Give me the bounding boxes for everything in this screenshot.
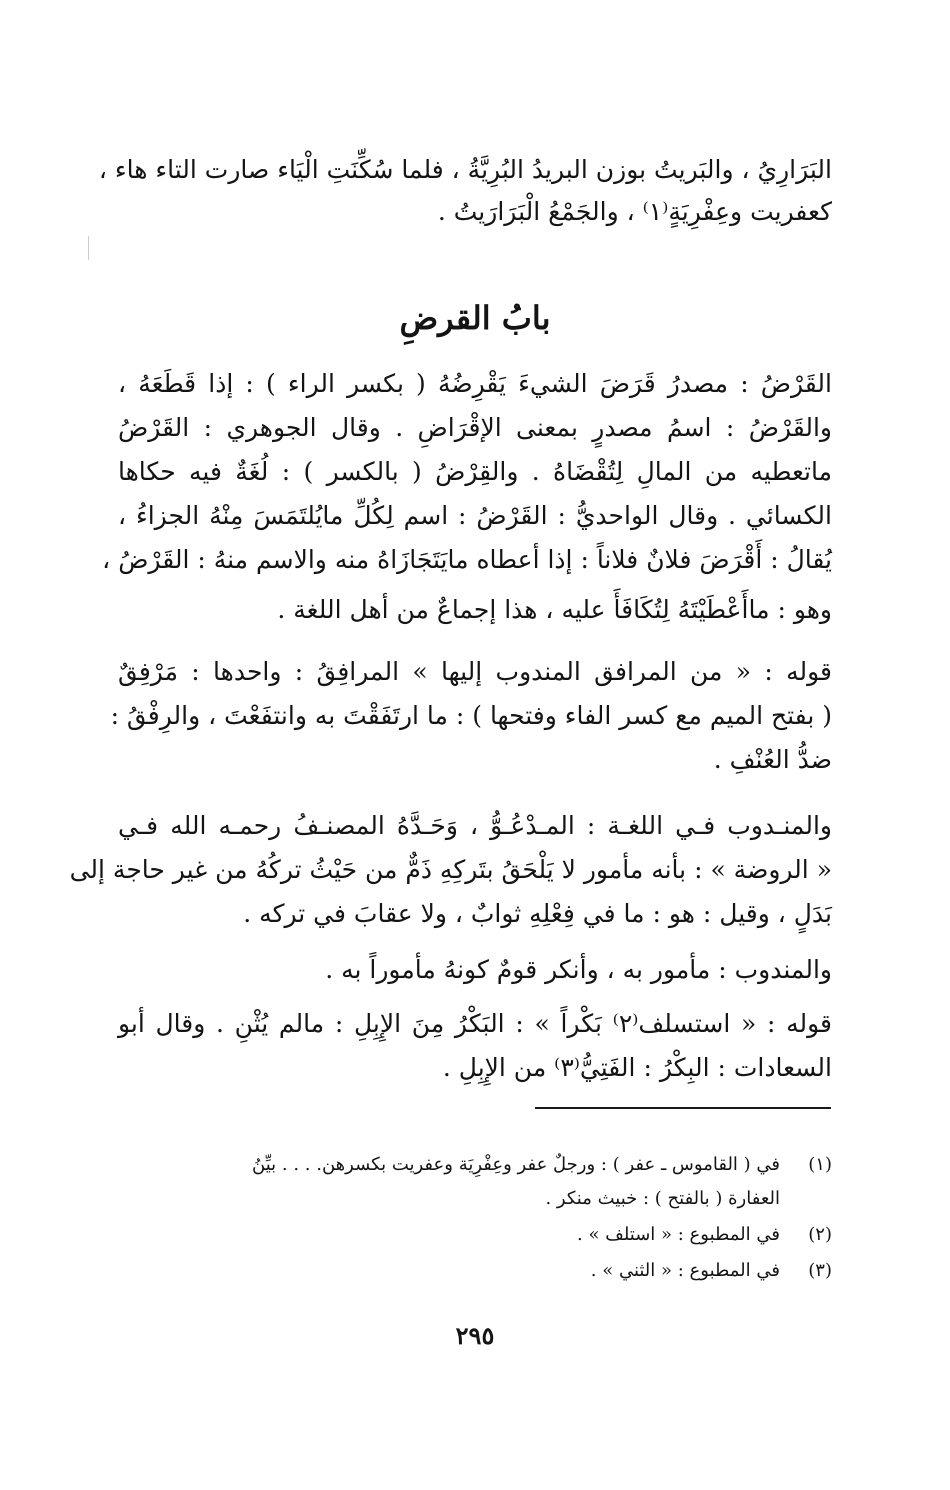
body-line: الكسائي . وقال الواحديُّ : القَرْضُ : اسم لِكُلِّ مايُلتَمَسَ مِنْهُ الجزاءُ ، xyxy=(118,501,832,530)
footnote-number: (٣) xyxy=(808,1260,832,1281)
page-number: ٢٩٥ xyxy=(455,1321,495,1350)
footnote-text: في المطبوع : « استلف » . xyxy=(577,1224,780,1245)
body-line: السعادات : البِكْرُ : الفَتِيُّ⁽٣⁾ من الإِبِلِ . xyxy=(442,1053,832,1082)
body-line: قوله : « استسلف⁽٢⁾ بَكْراً » : البَكْرُ مِنَ الإِبِلِ : مالم يُثْنِ . وقال أبو xyxy=(118,1009,832,1038)
body-line: « الروضة » : بأنه مأمور لا يَلْحَقُ بتَركِهِ ذَمٌّ من حَيْثُ تركُهُ من غير حاجة إلى xyxy=(69,855,832,884)
footnote-text: في ( القاموس ـ عفر ) : ورجلٌ عفر وعِفْرِيَة وعفريت بكسرهن. . . . بيِّنُ xyxy=(252,1154,780,1175)
body-line: ماتعطيه من المالِ لِتُقْضَاهُ . والقِرْضُ ( بالكسر ) : لُغَةٌ فيه حكاها xyxy=(118,457,832,486)
body-line: والمنـدوب فـي اللغـة : المـدْعُـوُّ ، وَحَـدَّهُ المصنـفُ رحمـه الله فـي xyxy=(118,811,832,840)
footnote-number: (١) xyxy=(808,1154,832,1175)
body-line: والمندوب : مأمور به ، وأنكر قومٌ كونهُ مأموراً به . xyxy=(325,955,832,984)
body-line: والقَرْضُ : اسمُ مصدرٍ بمعنى الإقْرَاضِ . وقال الجوهري : القَرْضُ xyxy=(118,413,832,442)
footnote xyxy=(118,1150,832,1180)
footnote-text: في المطبوع : « الثني » . xyxy=(590,1260,780,1281)
footnote-number: (٢) xyxy=(808,1224,832,1245)
body-line: يُقالُ : أَقْرَضَ فلانٌ فلاناً : إذا أعطاه مايَتَجَازَاهُ منه والاسم منهُ : القَرْضُ ، xyxy=(102,545,832,574)
section-title: بابُ القرضِ xyxy=(399,299,551,337)
footnote xyxy=(118,1220,832,1250)
intro-line: كعفريت وعِفْرِيَةٍ⁽١⁾ ، والجَمْعُ الْبَرَارَيتُ . xyxy=(437,197,832,226)
body-line: ( بفتح الميم مع كسر الفاء وفتحها ) : ما ارتَفَقْتَ به وانتفَعْتَ ، والرِفْقُ : xyxy=(110,701,832,730)
body-line: ضدُّ العُنْفِ . xyxy=(713,745,832,774)
footnote xyxy=(118,1256,832,1286)
body-line: القَرْضُ : مصدرُ قَرَضَ الشيءَ يَقْرِضُهُ ( بكسر الراء ) : إذا قَطَعَهُ ، xyxy=(118,369,832,398)
body-line: قوله : « من المرافق المندوب إليها » المرافِقُ : واحدها : مَرْفِقٌ xyxy=(118,657,832,686)
body-line: وهو : ماأَعْطَيْتَهُ لِتُكَافَأَ عليه ، هذا إجماعٌ من أهل اللغة . xyxy=(277,595,832,624)
footnote-continuation: العفارة ( بالفتح ) : خبيث منكر . xyxy=(545,1188,780,1209)
intro-line: البَرَارِيُ ، والبَريتُ بوزن البريدُ البُرِيَّةُ ، فلما سُكِّنَتِ الْيَاء صارت التاء هاء ، xyxy=(98,155,832,184)
body-line: بَدَلٍ ، وقيل : هو : ما في فِعْلِهِ ثوابٌ ، ولا عقابَ في تركه . xyxy=(243,899,832,928)
footnote-separator xyxy=(535,1107,831,1109)
